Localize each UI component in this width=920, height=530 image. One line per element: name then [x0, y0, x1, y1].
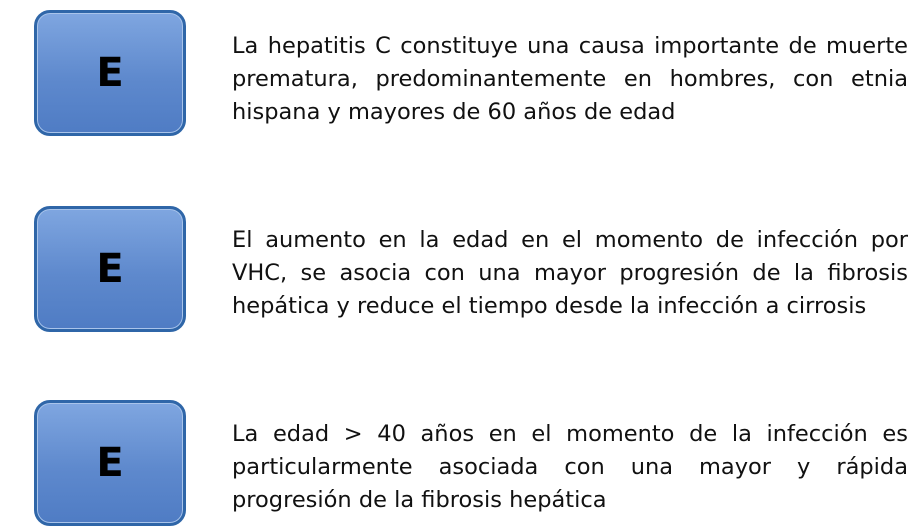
evidence-level-badge — [34, 10, 186, 136]
evidence-level-badge — [34, 400, 186, 526]
evidence-level-label: E — [96, 50, 124, 96]
evidence-statement: El aumento en la edad en el momento de infección por VHC, se asocia con una mayor progresión de la fibrosis hepática y reduce el tiempo desde la infección a cirrosis — [232, 227, 908, 319]
evidence-level-label: E — [96, 440, 124, 486]
evidence-level-badge — [34, 206, 186, 332]
evidence-level-label: E — [96, 246, 124, 292]
evidence-statement: La hepatitis C constituye una causa importante de muerte prematura, predominantemente en hombres, con etnia hispana y mayores de 60 años de edad — [232, 33, 908, 125]
evidence-statement: La edad > 40 años en el momento de la infección es particularmente asociada con una mayor y rápida progresión de la fibrosis hepática — [232, 421, 908, 513]
